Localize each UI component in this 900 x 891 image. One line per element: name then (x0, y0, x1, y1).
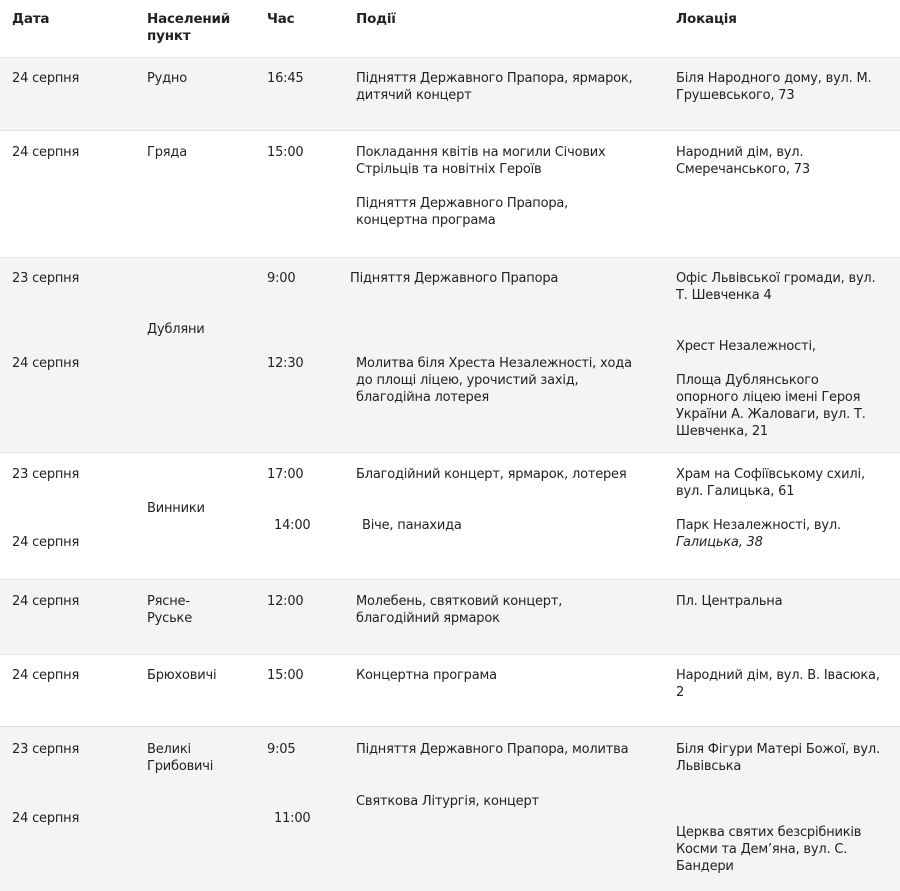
location-cell (676, 667, 880, 701)
location-line: України А. Жаловаги, вул. Т. (676, 407, 866, 422)
table-row (0, 453, 900, 580)
location-line: Бандери (676, 859, 734, 874)
time-cell: 17:00 (267, 467, 304, 482)
date-cell: 24 серпня (12, 535, 80, 550)
header-events: Події (356, 11, 396, 27)
location-line: Т. Шевченка 4 (676, 288, 772, 303)
place-line: Рясне- (147, 594, 190, 609)
location-cell (676, 270, 875, 304)
time-cell: 12:30 (267, 356, 304, 371)
location-line: опорного ліцею імені Героя (676, 390, 861, 405)
event-cell (356, 70, 632, 104)
event-line: Підняття Державного Прапора, ярмарок, (356, 71, 633, 86)
location-line: Церква святих безсрібників (676, 825, 862, 840)
location-line: Площа Дублянського (676, 373, 819, 388)
location-line: Шевченка, 21 (676, 424, 768, 439)
event-cell: Концертна програма (356, 668, 497, 683)
table-row (0, 58, 900, 131)
location-cell: Хрест Незалежності, (676, 339, 816, 354)
location-cell (676, 144, 810, 178)
table-row (0, 258, 900, 453)
event-cell: Благодійний концерт, ярмарок, лотерея (356, 467, 627, 482)
location-line: Народний дім, вул. В. Івасюка, (676, 668, 880, 683)
place-cell (147, 741, 213, 775)
location-cell (676, 741, 880, 775)
event-line: благодійний ярмарок (356, 611, 500, 626)
event-line: дитячий концерт (356, 88, 472, 103)
event-line: Покладання квітів на могили Січових (356, 145, 606, 160)
event-line: Молебень, святковий концерт, (356, 594, 563, 609)
place-line: Великі (147, 742, 191, 757)
date-cell: 23 серпня (12, 742, 80, 757)
location-line: Косми та Дем’яна, вул. С. (676, 842, 848, 857)
table-row (0, 727, 900, 891)
place-cell: Винники (147, 501, 205, 516)
place-line: Руське (147, 611, 192, 626)
location-cell: Пл. Центральна (676, 594, 783, 609)
event-cell (356, 355, 632, 406)
date-cell: 24 серпня (12, 71, 80, 86)
event-line: Підняття Державного Прапора, (356, 196, 569, 211)
time-cell: 14:00 (274, 518, 311, 533)
event-cell: Віче, панахида (362, 518, 462, 533)
location-line: вул. Галицька, 61 (676, 484, 795, 499)
event-line: Стрільців та новітніх Героїв (356, 162, 542, 177)
location-line: Біля Народного дому, вул. М. (676, 71, 872, 86)
time-cell: 15:00 (267, 668, 304, 683)
event-cell (356, 144, 606, 178)
time-cell: 9:05 (267, 742, 296, 757)
location-line: Галицька, 38 (676, 535, 763, 550)
time-cell: 9:00 (267, 271, 296, 286)
header-place (147, 11, 230, 45)
event-cell: Святкова Літургія, концерт (356, 794, 539, 809)
date-cell: 24 серпня (12, 145, 80, 160)
location-cell (676, 70, 871, 104)
header-place-line: Населений (147, 11, 231, 27)
place-cell: Брюховичі (147, 668, 217, 683)
location-line: Смеречанського, 73 (676, 162, 810, 177)
place-cell: Рудно (147, 71, 187, 86)
header-place-line: пункт (147, 28, 191, 44)
date-cell: 24 серпня (12, 594, 80, 609)
place-cell: Дубляни (147, 322, 205, 337)
header-location: Локація (676, 11, 737, 27)
header-time: Час (267, 11, 295, 27)
date-cell: 24 серпня (12, 811, 80, 826)
event-cell: Підняття Державного Прапора (350, 271, 559, 286)
time-cell: 16:45 (267, 71, 304, 86)
table-header (0, 0, 900, 58)
event-cell (356, 593, 562, 627)
location-line: Офіс Львівської громади, вул. (676, 271, 876, 286)
location-line: 2 (676, 685, 685, 700)
time-cell: 15:00 (267, 145, 304, 160)
place-cell: Гряда (147, 145, 187, 160)
date-cell: 23 серпня (12, 467, 80, 482)
date-cell: 23 серпня (12, 271, 80, 286)
event-line: концертна програма (356, 213, 496, 228)
location-line: Храм на Софіївському схилі, (676, 467, 865, 482)
location-line: Парк Незалежності, вул. (676, 518, 841, 533)
location-line: Грушевського, 73 (676, 88, 795, 103)
header-date: Дата (12, 11, 50, 27)
time-cell: 11:00 (274, 811, 311, 826)
location-cell (676, 372, 866, 440)
event-line: благодійна лотерея (356, 390, 490, 405)
time-cell: 12:00 (267, 594, 304, 609)
table-row (0, 131, 900, 258)
date-cell: 24 серпня (12, 356, 80, 371)
event-line: Молитва біля Хреста Незалежності, хода (356, 356, 632, 371)
event-line: до площі ліцею, урочистий захід, (356, 373, 579, 388)
location-line: Львівська (676, 759, 742, 774)
location-line: Біля Фігури Матері Божої, вул. (676, 742, 880, 757)
location-cell (676, 517, 841, 551)
place-line: Грибовичі (147, 759, 214, 774)
place-cell (147, 593, 192, 627)
location-cell (676, 824, 861, 875)
table-row (0, 655, 900, 727)
table-row (0, 580, 900, 655)
date-cell: 24 серпня (12, 668, 80, 683)
location-cell (676, 466, 865, 500)
location-line: Народний дім, вул. (676, 145, 804, 160)
event-cell (356, 195, 568, 229)
event-cell: Підняття Державного Прапора, молитва (356, 742, 629, 757)
